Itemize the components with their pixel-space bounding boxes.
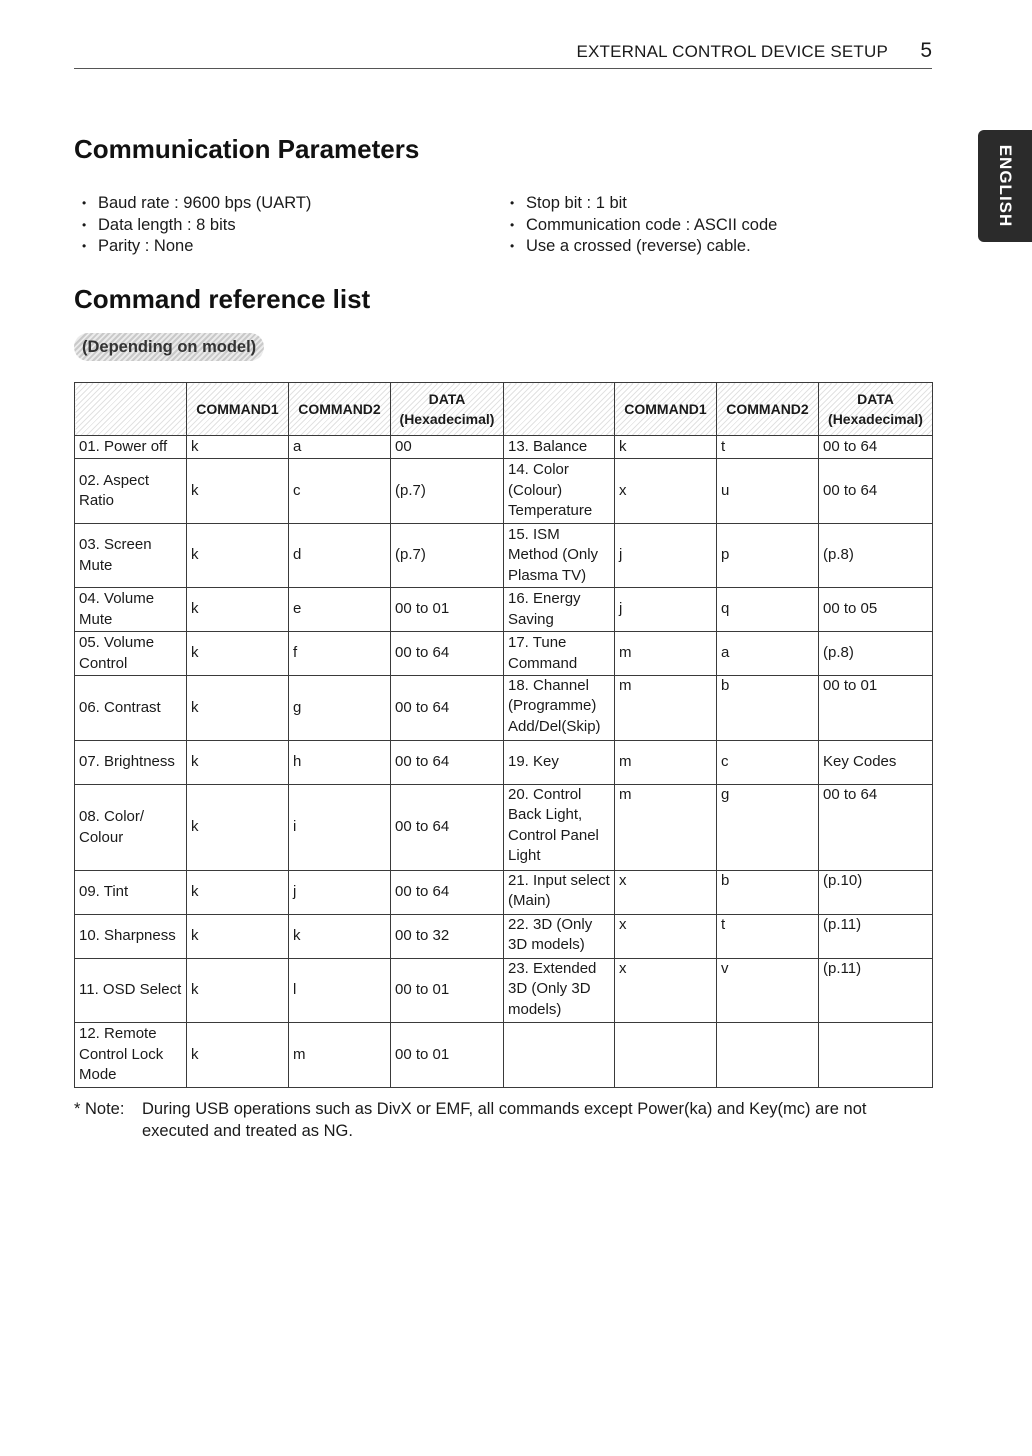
left-data: (p.7) [391,459,504,524]
right-command2: b [717,676,819,741]
right-function-name: 14. Color (Colour) Temperature [504,459,615,524]
right-data: (p.11) [819,915,933,959]
right-data: (p.8) [819,524,933,588]
right-function-name [504,1023,615,1088]
left-command2: d [289,524,391,588]
left-data: 00 to 01 [391,588,504,632]
left-function-name: 12. Remote Control Lock Mode [75,1023,187,1088]
table-row [75,632,933,676]
communication-parameters-heading: Communication Parameters [74,134,420,164]
right-data: 00 to 64 [819,459,933,524]
table-row [75,785,933,871]
left-function-name: 11. OSD Select [75,959,187,1023]
right-data: (p.8) [819,632,933,676]
left-command1: k [187,959,289,1023]
language-tab [978,130,1032,242]
table-row [75,459,933,524]
right-command2: q [717,588,819,632]
right-command1: m [615,741,717,785]
left-function-name: 04. Volume Mute [75,588,187,632]
right-command2: u [717,459,819,524]
left-command1: k [187,741,289,785]
right-command2: b [717,871,819,915]
right-command1: x [615,915,717,959]
left-function-name: 08. Color/ Colour [75,785,187,871]
header-data-title: DATA [428,391,466,407]
note-label: * Note: [74,1100,125,1118]
right-command2: a [717,632,819,676]
usb-note [74,1099,932,1142]
left-data: 00 to 64 [391,741,504,785]
table-header-row [75,383,933,436]
table-row [75,676,933,741]
right-function-name: 22. 3D (Only 3D models) [504,915,615,959]
left-command2: m [289,1023,391,1088]
left-command1: k [187,676,289,741]
right-function-name: 15. ISM Method (Only Plasma TV) [504,524,615,588]
right-command1 [615,1023,717,1088]
left-command1: k [187,459,289,524]
left-command1: k [187,524,289,588]
page-header [74,38,932,69]
left-command2: c [289,459,391,524]
right-command1: x [615,871,717,915]
header-blank [75,383,187,436]
left-function-name: 06. Contrast [75,676,187,741]
right-data: (p.11) [819,959,933,1023]
header-blank [504,383,615,436]
right-command2: c [717,741,819,785]
left-command1: k [187,1023,289,1088]
header-data-title: DATA [857,391,894,407]
right-function-name: 20. Control Back Light, Control Panel Light [504,785,615,871]
header-data-subtitle: (Hexadecimal) [399,411,495,427]
left-function-name: 01. Power off [75,436,187,459]
left-data: 00 to 64 [391,676,504,741]
header-command1: COMMAND1 [615,383,717,436]
left-data: (p.7) [391,524,504,588]
header-command1: COMMAND1 [187,383,289,436]
language-tab-label: ENGLISH [996,144,1015,228]
parameter-item: • Stop bit : 1 bit [510,193,777,215]
table-row [75,588,933,632]
right-command2: g [717,785,819,871]
header-title: EXTERNAL CONTROL DEVICE SETUP [576,42,888,61]
right-command2 [717,1023,819,1088]
parameter-item: • Data length : 8 bits [82,215,311,237]
right-function-name: 16. Energy Saving [504,588,615,632]
right-function-name: 21. Input select (Main) [504,871,615,915]
right-command1: x [615,959,717,1023]
left-command1: k [187,871,289,915]
left-command1: k [187,632,289,676]
left-command2: j [289,871,391,915]
left-data: 00 to 01 [391,1023,504,1088]
left-data: 00 to 64 [391,871,504,915]
header-data [391,383,504,436]
left-command2: k [289,915,391,959]
right-command1: j [615,588,717,632]
header-command2: COMMAND2 [289,383,391,436]
right-data [819,1023,933,1088]
left-data: 00 [391,436,504,459]
right-data: 00 to 05 [819,588,933,632]
right-command1: m [615,676,717,741]
right-command1: m [615,785,717,871]
left-function-name: 09. Tint [75,871,187,915]
left-command2: e [289,588,391,632]
table-row [75,436,933,459]
right-function-name: 18. Channel (Programme) Add/Del(Skip) [504,676,615,741]
right-data: (p.10) [819,871,933,915]
table-row [75,959,933,1023]
left-data: 00 to 32 [391,915,504,959]
right-data: 00 to 64 [819,785,933,871]
left-command2: g [289,676,391,741]
parameter-item: • Communication code : ASCII code [510,215,777,237]
left-function-name: 03. Screen Mute [75,524,187,588]
right-command1: x [615,459,717,524]
left-command1: k [187,785,289,871]
right-function-name: 17. Tune Command [504,632,615,676]
model-note-badge: (Depending on model) [74,333,264,361]
header-data-subtitle: (Hexadecimal) [828,411,923,427]
left-function-name: 02. Aspect Ratio [75,459,187,524]
header-command2: COMMAND2 [717,383,819,436]
right-command1: j [615,524,717,588]
right-command2: p [717,524,819,588]
left-function-name: 10. Sharpness [75,915,187,959]
left-command1: k [187,915,289,959]
parameters-list-left [82,193,311,258]
table-row [75,1023,933,1088]
parameter-item: • Baud rate : 9600 bps (UART) [82,193,311,215]
left-command2: l [289,959,391,1023]
command-reference-table [74,382,933,1088]
right-function-name: 23. Extended 3D (Only 3D models) [504,959,615,1023]
table-row [75,524,933,588]
left-command2: i [289,785,391,871]
note-text: During USB operations such as DivX or EMF, all commands except Power(ka) and Key(mc) are not executed and treated as NG. [142,1100,867,1140]
right-command1: k [615,436,717,459]
command-reference-heading: Command reference list [74,284,371,314]
page-number: 5 [920,39,932,62]
parameters-list-right [510,193,777,258]
right-function-name: 13. Balance [504,436,615,459]
table-row [75,915,933,959]
right-command2: t [717,436,819,459]
table-row [75,741,933,785]
right-data: 00 to 64 [819,436,933,459]
right-command2: t [717,915,819,959]
left-data: 00 to 64 [391,785,504,871]
right-command2: v [717,959,819,1023]
parameter-item: • Parity : None [82,236,311,258]
left-command2: a [289,436,391,459]
parameter-item: • Use a crossed (reverse) cable. [510,236,777,258]
right-command1: m [615,632,717,676]
left-function-name: 05. Volume Control [75,632,187,676]
right-data: 00 to 01 [819,676,933,741]
right-function-name: 19. Key [504,741,615,785]
left-data: 00 to 64 [391,632,504,676]
left-command2: h [289,741,391,785]
left-function-name: 07. Brightness [75,741,187,785]
left-command1: k [187,436,289,459]
table-row [75,871,933,915]
left-command2: f [289,632,391,676]
left-command1: k [187,588,289,632]
header-data [819,383,933,436]
left-data: 00 to 01 [391,959,504,1023]
right-data: Key Codes [819,741,933,785]
